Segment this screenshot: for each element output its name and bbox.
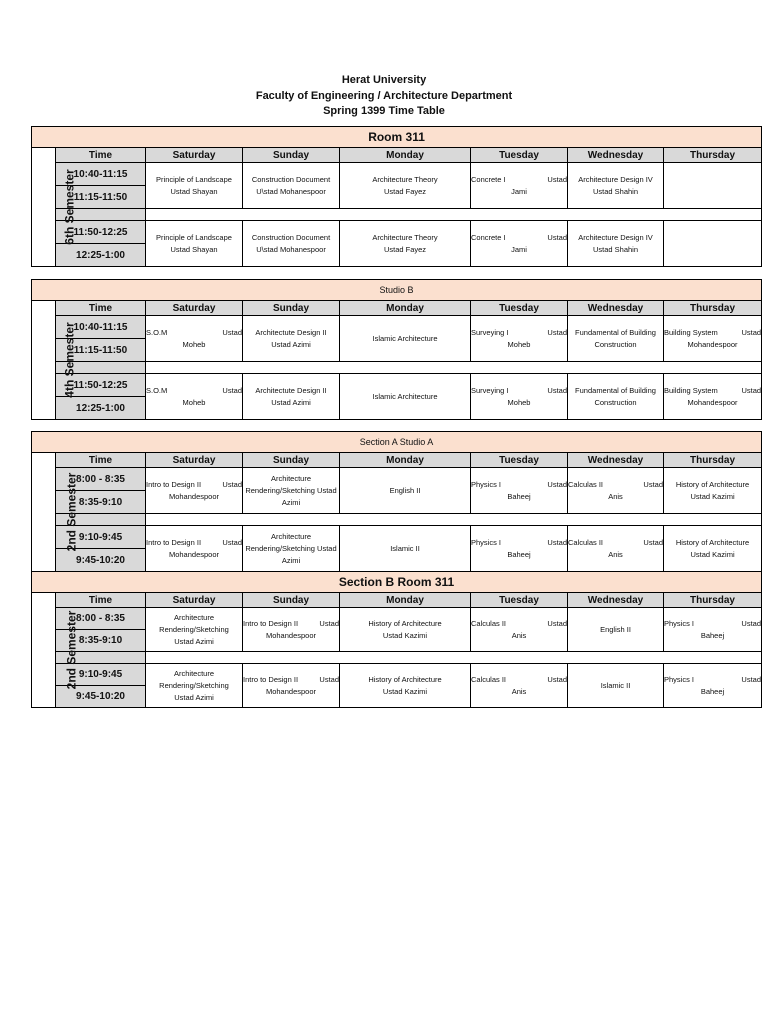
day-header: Thursday: [664, 301, 762, 316]
break-row: [146, 652, 762, 664]
class-cell: [664, 221, 762, 267]
time-slot: 8:35-9:10: [56, 630, 146, 652]
course-detail: Anis: [511, 686, 527, 696]
instructor-title: Ustad: [547, 327, 567, 337]
course-name: Calculas II: [568, 537, 604, 547]
day-header: Saturday: [146, 593, 243, 608]
course-name: Architecture Design IV: [578, 232, 653, 242]
time-slot: 9:10-9:45: [56, 664, 146, 686]
course-detail: Azimi: [281, 555, 301, 565]
course-name: Intro to Design II: [243, 674, 299, 684]
class-cell: [243, 374, 340, 420]
course-detail: Baheej: [700, 686, 725, 696]
class-cell: [243, 221, 340, 267]
course-name: Architectute Design II: [255, 385, 327, 395]
course-name: Architecture Theory: [372, 174, 438, 184]
course-detail: Baheej: [700, 630, 725, 640]
course-detail: Ustad Azimi: [271, 339, 311, 349]
semester-label: [32, 453, 79, 572]
class-cell: [146, 526, 243, 572]
day-header: Time: [56, 453, 146, 468]
timetable-section: [31, 431, 750, 572]
day-header: Wednesday: [568, 453, 664, 468]
instructor-title: Ustad: [741, 618, 761, 628]
class-cell: [568, 526, 664, 572]
course-name: Concrete I: [471, 174, 506, 184]
course-name: Surveying I: [471, 385, 509, 395]
course-detail: Moheb: [182, 397, 206, 407]
course-name: Physics I: [664, 618, 695, 628]
day-header: Monday: [340, 453, 471, 468]
course-detail: Mohandespoor: [687, 339, 738, 349]
class-cell: [471, 664, 568, 708]
semester-label: [32, 148, 77, 267]
course-name: Surveying I: [471, 327, 509, 337]
instructor-title: Ustad: [547, 385, 567, 395]
course-name: Physics I: [471, 479, 502, 489]
instructor-title: Ustad: [741, 327, 762, 337]
class-cell: [340, 316, 471, 362]
course-name: Concrete I: [471, 232, 506, 242]
time-slot: 9:45-10:20: [56, 549, 146, 572]
day-header: Tuesday: [471, 301, 568, 316]
course-name: Intro to Design II: [146, 479, 202, 489]
class-cell: [243, 608, 340, 652]
class-cell: [146, 163, 243, 209]
course-detail: Baheej: [507, 549, 531, 559]
course-name: History of Architecture: [675, 479, 750, 489]
instructor-title: Ustad: [547, 479, 567, 489]
instructor-title: Ustad: [643, 479, 663, 489]
class-cell: [340, 374, 471, 420]
room-title: Section A Studio A: [32, 432, 762, 453]
time-slot: 8:00 - 8:35: [56, 608, 146, 630]
course-detail: Moheb: [507, 339, 531, 349]
course-name: Architecture: [173, 668, 215, 678]
semester-text: 2nd Semester: [64, 472, 79, 552]
class-cell: [340, 468, 471, 514]
course-name: Islamic II: [600, 680, 631, 690]
course-name: Physics I: [664, 674, 695, 684]
class-cell: [146, 374, 243, 420]
class-cell: [243, 664, 340, 708]
course-name: History of Architecture: [368, 618, 442, 628]
instructor-title: Ustad: [319, 674, 339, 684]
room-title: Studio B: [32, 280, 762, 301]
course-name: Intro to Design II: [243, 618, 299, 628]
course-detail: Ustad Azimi: [271, 397, 311, 407]
course-name: Architecture: [270, 531, 312, 541]
course-detail: Ustad Kazimi: [690, 491, 735, 501]
class-cell: [471, 221, 568, 267]
instructor-title: Ustad: [222, 385, 242, 395]
time-slot: 11:15-11:50: [56, 339, 146, 362]
class-cell: [340, 526, 471, 572]
course-detail: Mohandespoor: [687, 397, 738, 407]
class-cell: [243, 526, 340, 572]
course-detail: Ustad Kazimi: [382, 686, 428, 696]
course-detail: Rendering/Sketching: [159, 680, 229, 690]
class-cell: [568, 163, 664, 209]
time-slot: 11:50-12:25: [56, 221, 146, 244]
course-detail: Ustad Azimi: [174, 692, 214, 702]
day-header: Sunday: [243, 301, 340, 316]
course-name: Calculas II: [568, 479, 604, 489]
course-detail: Baheej: [507, 491, 531, 501]
class-cell: [340, 608, 471, 652]
class-cell: [664, 316, 762, 362]
class-cell: [568, 468, 664, 514]
class-cell: [340, 163, 471, 209]
class-cell: [340, 664, 471, 708]
class-cell: [664, 526, 762, 572]
course-name: Construction Document: [251, 232, 331, 242]
class-cell: [471, 163, 568, 209]
day-header: Saturday: [146, 148, 243, 163]
course-name: English II: [600, 624, 631, 634]
room-title: Section B Room 311: [32, 572, 762, 593]
instructor-title: Ustad: [741, 674, 761, 684]
class-cell: [146, 664, 243, 708]
class-cell: [243, 468, 340, 514]
course-name: Architectute Design II: [255, 327, 327, 337]
day-header: Saturday: [146, 453, 243, 468]
day-header: Sunday: [243, 453, 340, 468]
time-slot: 11:50-12:25: [56, 374, 146, 397]
course-detail: U\stad Mohanespoor: [256, 186, 326, 196]
instructor-title: Ustad: [547, 674, 567, 684]
course-name: Principle of Landscape: [156, 174, 232, 184]
day-header: Tuesday: [471, 593, 568, 608]
timetable-title: Spring 1399 Time Table: [323, 105, 445, 117]
course-detail: Ustad Fayez: [383, 244, 427, 254]
timetable-section: [31, 279, 762, 420]
room-title: Room 311: [32, 127, 762, 148]
class-cell: [146, 468, 243, 514]
course-detail: Mohandespoor: [265, 686, 317, 696]
course-detail: Ustad Kazimi: [690, 549, 735, 559]
class-cell: [471, 316, 568, 362]
course-detail: Azimi: [281, 497, 301, 507]
day-header: Time: [56, 301, 146, 316]
course-name: History of Architecture: [675, 537, 750, 547]
time-slot: 12:25-1:00: [56, 397, 146, 420]
course-name: Islamic II: [390, 543, 420, 553]
course-name: Architecture Design IV: [578, 174, 653, 184]
day-header: Tuesday: [471, 148, 568, 163]
course-detail: Anis: [608, 491, 623, 501]
course-detail: Rendering/Sketching Ustad: [245, 543, 337, 553]
course-detail: Anis: [608, 549, 623, 559]
course-detail: Rendering/Sketching Ustad: [245, 485, 337, 495]
course-detail: Rendering/Sketching: [159, 624, 229, 634]
time-slot: 9:45-10:20: [56, 686, 146, 708]
semester-text: 6th Semester: [62, 169, 77, 245]
course-name: Physics I: [471, 537, 502, 547]
course-detail: Ustad Shayan: [170, 186, 218, 196]
class-cell: [340, 221, 471, 267]
class-cell: [664, 163, 762, 209]
break-row: [146, 514, 762, 526]
day-header: Saturday: [146, 301, 243, 316]
course-name: Islamic Architecture: [372, 391, 438, 401]
day-header: Time: [56, 148, 146, 163]
class-cell: [568, 664, 664, 708]
day-header: Wednesday: [568, 593, 664, 608]
time-slot: 10:40-11:15: [56, 163, 146, 186]
instructor-title: Ustad: [547, 174, 567, 184]
university-name: Herat University: [341, 74, 427, 86]
day-header: Sunday: [243, 593, 340, 608]
course-detail: Ustad Shahin: [592, 244, 639, 254]
day-header: Monday: [340, 301, 471, 316]
class-cell: [664, 468, 762, 514]
class-cell: [471, 468, 568, 514]
course-detail: Ustad Kazimi: [382, 630, 428, 640]
class-cell: [568, 608, 664, 652]
course-detail: Moheb: [507, 397, 531, 407]
class-cell: [568, 374, 664, 420]
time-slot: 8:35-9:10: [56, 491, 146, 514]
instructor-title: Ustad: [319, 618, 339, 628]
document-header: [0, 73, 768, 120]
day-header: Thursday: [664, 453, 762, 468]
semester-label: [32, 593, 79, 708]
course-detail: Ustad Fayez: [383, 186, 427, 196]
timetable-section: [31, 126, 737, 267]
class-cell: [471, 526, 568, 572]
day-header: Wednesday: [568, 148, 664, 163]
class-cell: [568, 221, 664, 267]
course-detail: Mohandespoor: [265, 630, 317, 640]
course-detail: Mohandespoor: [168, 491, 220, 501]
day-header: Monday: [340, 593, 471, 608]
class-cell: [664, 374, 762, 420]
day-header: Monday: [340, 148, 471, 163]
course-name: Architecture: [173, 612, 215, 622]
day-header: Sunday: [243, 148, 340, 163]
class-cell: [664, 608, 762, 652]
day-header: Tuesday: [471, 453, 568, 468]
course-name: Principle of Landscape: [156, 232, 232, 242]
day-header: Time: [56, 593, 146, 608]
class-cell: [243, 316, 340, 362]
time-slot: 10:40-11:15: [56, 316, 146, 339]
class-cell: [471, 374, 568, 420]
department-name: Faculty of Engineering / Architecture Department: [255, 89, 513, 102]
course-name: English II: [389, 485, 421, 495]
time-slot: 8:00 - 8:35: [56, 468, 146, 491]
course-name: Intro to Design II: [146, 537, 202, 547]
course-name: History of Architecture: [368, 674, 442, 684]
course-name: Architecture: [270, 473, 312, 483]
course-detail: Jami: [511, 186, 527, 196]
course-name: S.O.M: [146, 385, 168, 395]
course-detail: Construction: [594, 397, 637, 407]
semester-text: 4th Semester: [62, 322, 77, 398]
course-name: Building System: [664, 327, 718, 337]
timetable-section: [31, 571, 761, 708]
time-slot: 9:10-9:45: [56, 526, 146, 549]
time-slot: 12:25-1:00: [56, 244, 146, 267]
class-cell: [146, 608, 243, 652]
instructor-title: Ustad: [222, 479, 242, 489]
course-detail: Ustad Azimi: [174, 636, 214, 646]
course-name: Construction Document: [251, 174, 331, 184]
instructor-title: Ustad: [547, 232, 567, 242]
course-name: Fundamental of Building: [575, 327, 656, 337]
instructor-title: Ustad: [222, 327, 242, 337]
class-cell: [664, 664, 762, 708]
class-cell: [146, 316, 243, 362]
semester-label: [32, 301, 77, 420]
class-cell: [568, 316, 664, 362]
break-row: [146, 362, 762, 374]
day-header: Thursday: [664, 148, 762, 163]
course-name: Building System: [664, 385, 718, 395]
class-cell: [243, 163, 340, 209]
course-detail: Construction: [594, 339, 637, 349]
course-detail: Anis: [511, 630, 527, 640]
break-row: [146, 209, 762, 221]
day-header: Thursday: [664, 593, 762, 608]
instructor-title: Ustad: [741, 385, 762, 395]
course-detail: Jami: [511, 244, 527, 254]
time-slot: 11:15-11:50: [56, 186, 146, 209]
course-name: Fundamental of Building: [575, 385, 656, 395]
course-detail: Moheb: [182, 339, 206, 349]
class-cell: [471, 608, 568, 652]
course-name: Calculas II: [471, 618, 507, 628]
course-name: S.O.M: [146, 327, 168, 337]
instructor-title: Ustad: [547, 537, 567, 547]
course-detail: Ustad Shayan: [170, 244, 218, 254]
course-name: Calculas II: [471, 674, 507, 684]
semester-text: 2nd Semester: [64, 610, 79, 690]
course-detail: U\stad Mohanespoor: [256, 244, 326, 254]
instructor-title: Ustad: [547, 618, 567, 628]
instructor-title: Ustad: [222, 537, 242, 547]
course-detail: Ustad Shahin: [592, 186, 639, 196]
course-name: Islamic Architecture: [372, 333, 438, 343]
course-name: Architecture Theory: [372, 232, 438, 242]
day-header: Wednesday: [568, 301, 664, 316]
course-detail: Mohandespoor: [168, 549, 220, 559]
class-cell: [146, 221, 243, 267]
instructor-title: Ustad: [643, 537, 663, 547]
